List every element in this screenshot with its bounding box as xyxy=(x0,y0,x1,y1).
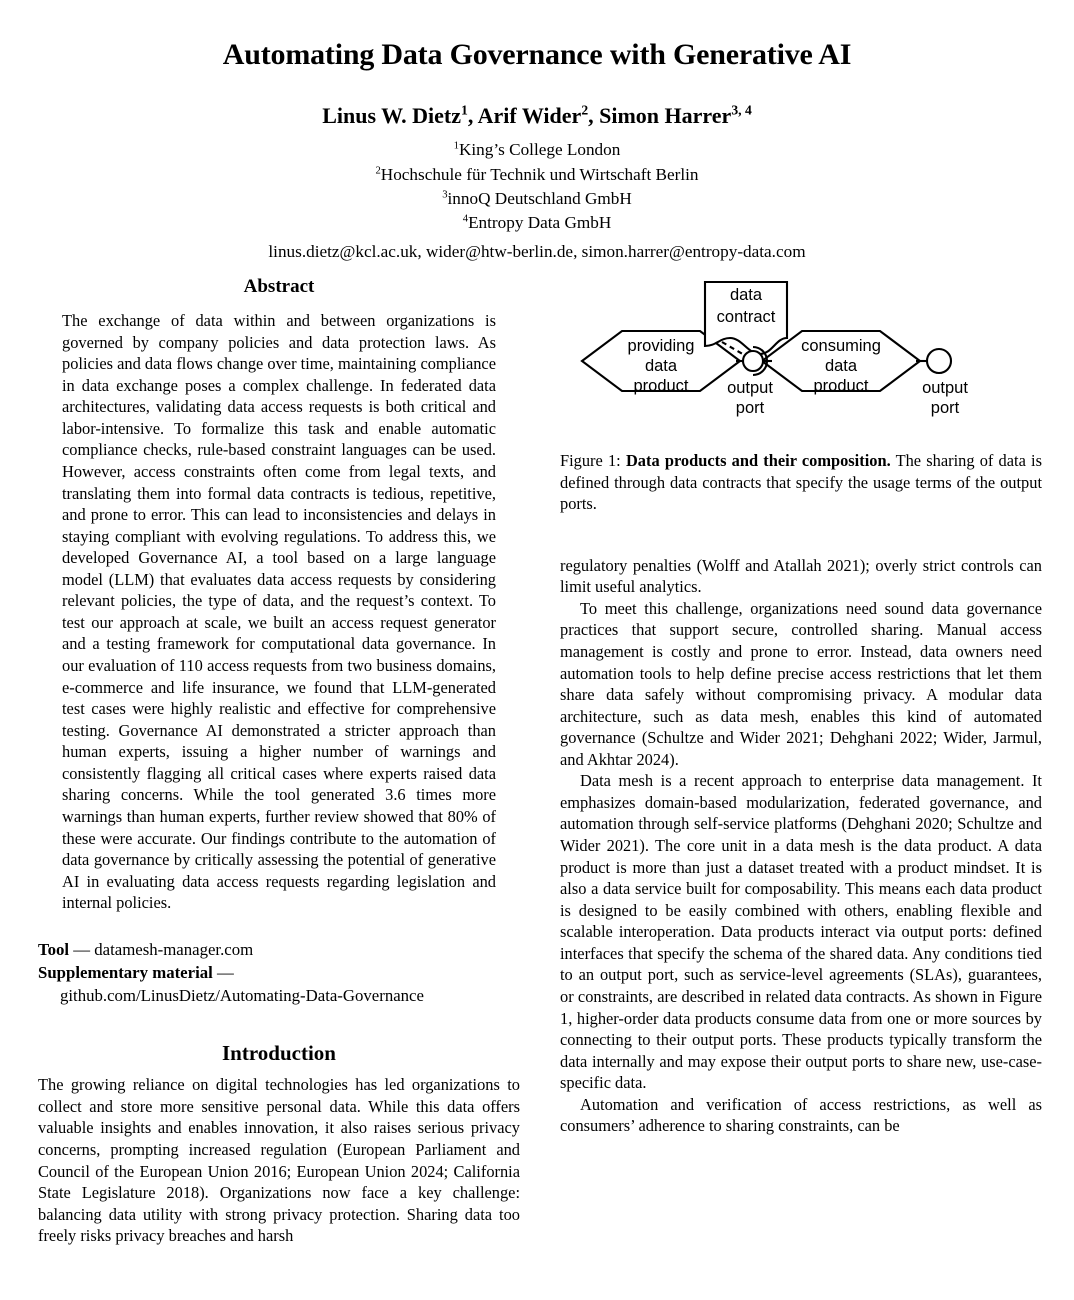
author-2-affil-marker: 2 xyxy=(581,102,589,118)
output-port-right-label-line1: output xyxy=(922,379,968,397)
author-emails: linus.dietz@kcl.ac.uk, wider@htw-berlin.de, simon.harrer@entropy-data.com xyxy=(268,241,806,261)
left-column xyxy=(38,276,520,1247)
supplementary-label: Supplementary material xyxy=(38,962,213,982)
affiliation-1-marker: 1 xyxy=(453,140,459,152)
author-list xyxy=(0,103,1074,130)
abstract-body xyxy=(62,310,496,914)
tool-value[interactable]: datamesh-manager.com xyxy=(94,939,254,959)
affiliation-4-name: Entropy Data GmbH xyxy=(468,213,612,233)
supplementary-line xyxy=(38,961,520,984)
paper-header xyxy=(0,0,1074,264)
affiliation-2-name: Hochschule für Technik und Wirtschaft Berlin xyxy=(380,164,699,184)
introduction-heading: Introduction xyxy=(222,1041,336,1066)
links-block xyxy=(38,938,520,1008)
affiliation-3 xyxy=(0,187,1074,211)
figure-1 xyxy=(560,276,1042,515)
body-columns xyxy=(0,276,1074,1300)
supplementary-url[interactable]: github.com/LinusDietz/Automating-Data-Governance xyxy=(60,986,424,1006)
introduction-paragraph-3: Data mesh is a recent approach to enterprise data management. It emphasizes domain-based modularization, federated governance, and automation through self-service platforms (Dehghani 2020; Schultze and Wider 2021). The core unit in a data mesh is the data product. A data product is more than just a dataset treated with a product mindset. It is also a data service built for composability. This means each data product is designed to be easily combined with others, enabling flexible and scalable interoperation. Data products interact via output ports: defined interfaces that specify the schema of the shared data. Any conditions tied to an output port, such as service-level agreements (SLAs), guarantees, or constraints, are described in related data contracts. As shown in Figure 1, higher-order data products consume data from one or more sources by connecting to their output ports. These products typically transform the data internally and may expose their output ports to share new, use-case-specific data. xyxy=(560,771,1042,1093)
author-1-affil-marker: 1 xyxy=(461,102,468,118)
figure-1-bold-title: Data products and their composition. xyxy=(625,451,891,470)
abstract-text: The exchange of data within and between organizations is governed by company policies and data protection laws. As policies and data flows change over time, maintaining compliance in data exchange poses a complex challenge. In federated data architectures, validating data access requests is both critical and labor-intensive. To formalize this task and enable automatic compliance checks, rule-based constraint languages can be used. However, access constraints often come from legal texts, and translating them into formal data contracts is tedious, repetitive, and prone to error. This can lead to inconsistencies and delays in staying compliant with evolving regulations. To address this, we developed Governance AI, a tool based on a large language model (LLM) that evaluates data access requests by considering relevant policies, the type of data, and the request’s context. To test our approach at scale, we built an access request generator and a testing framework for computational data governance. In our evaluation of 110 access requests from two business domains, e-commerce and life insurance, we found that LLM-generated test cases were highly realistic and effective for comprehensive testing. Governance AI demonstrated a stricter approach than human experts, issuing a higher number of warnings and consistently flagging all critical cases where experts raised data sharing concerns. While the tool generated 3.6 times more warnings than human experts, further review showed that 80% of these were accurate. Our findings contribute to the automation of data governance by critically assessing the potential of generative AI in evaluating data access requests regarding legislation and internal policies. xyxy=(62,311,496,913)
output-port-right-ball xyxy=(927,349,951,373)
affiliation-3-marker: 3 xyxy=(442,189,448,201)
consuming-hexagon-line1: consuming xyxy=(801,337,881,355)
figure-1-label: Figure 1: xyxy=(560,451,621,470)
note-label-line2: contract xyxy=(716,308,776,326)
affiliation-4 xyxy=(0,211,1074,235)
output-port-left-label-line1: output xyxy=(727,379,773,397)
providing-hexagon-line3: product xyxy=(633,377,689,395)
figure-1-caption xyxy=(560,450,1042,515)
right-column-text xyxy=(560,555,1042,1137)
tool-dash: — xyxy=(69,939,95,959)
author-1: Linus W. Dietz$^1$, xyxy=(322,102,474,128)
introduction-paragraph-1-continued: regulatory penalties (Wolff and Atallah 2021); overly strict controls can limit useful analytics. xyxy=(560,555,1042,597)
output-port-right-label-line2: port xyxy=(930,399,960,417)
affiliation-2-marker: 2 xyxy=(375,164,381,176)
providing-hexagon-line1: providing xyxy=(627,337,695,355)
author-3: Simon Harrer$^{3, 4}$ xyxy=(599,102,752,128)
author-2: Arif Wider$^2$, xyxy=(477,102,594,128)
consuming-hexagon-line2: data xyxy=(824,357,858,375)
page-title: Automating Data Governance with Generative AI xyxy=(222,38,852,71)
affiliation-1-name: King’s College London xyxy=(458,140,621,160)
tool-line xyxy=(38,938,520,961)
introduction-paragraph-4: Automation and verification of access restrictions, as well as consumers’ adherence to sharing constraints, can be xyxy=(560,1094,1042,1136)
output-port-left-label-line2: port xyxy=(735,399,765,417)
tool-label: Tool xyxy=(38,939,70,959)
introduction-paragraph-2: To meet this challenge, organizations need sound data governance practices that support secure, controlled sharing. Manual access management is costly and prone to error. Instead, data owners need automation tools to help define precise access restrictions that let them share data safely without compromising privacy. A modular data architecture, such as data mesh, enables this kind of automated governance (Schultze and Wider 2021; Dehghani 2022; Wider, Jarmul, and Akhtar 2024). xyxy=(560,598,1042,769)
output-port-left-ball xyxy=(743,351,763,371)
providing-hexagon-line2: data xyxy=(644,357,678,375)
author-3-affil-marker: 3, 4 xyxy=(731,102,752,118)
affiliation-1 xyxy=(0,138,1074,162)
consuming-hexagon-line3: product xyxy=(813,377,869,395)
figure-1-caption-rest: The sharing of data is defined through data contracts that specify the usage terms of the output ports. xyxy=(560,451,1042,514)
supplementary-dash: — xyxy=(212,962,234,982)
affiliation-4-marker: 4 xyxy=(462,213,469,225)
introduction-paragraph-1: The growing reliance on digital technologies has led organizations to collect and store more sensitive personal data. While this data offers valuable insights and enables innovation, it also raises serious privacy concerns, prompting increased regulation (European Parliament and Council of the European Union 2016; European Union 2024; California State Legislature 2018). Organizations now face a key challenge: balancing data utility with strong privacy protection. Sharing data too freely risks privacy breaches and harsh xyxy=(38,1075,520,1246)
figure-1-diagram xyxy=(560,276,1042,436)
abstract-heading: Abstract xyxy=(243,276,315,297)
affiliation-3-name: innoQ Deutschland GmbH xyxy=(447,189,632,209)
affiliation-2 xyxy=(0,163,1074,187)
right-column xyxy=(560,276,1042,1137)
note-label-line1: data xyxy=(729,286,763,304)
